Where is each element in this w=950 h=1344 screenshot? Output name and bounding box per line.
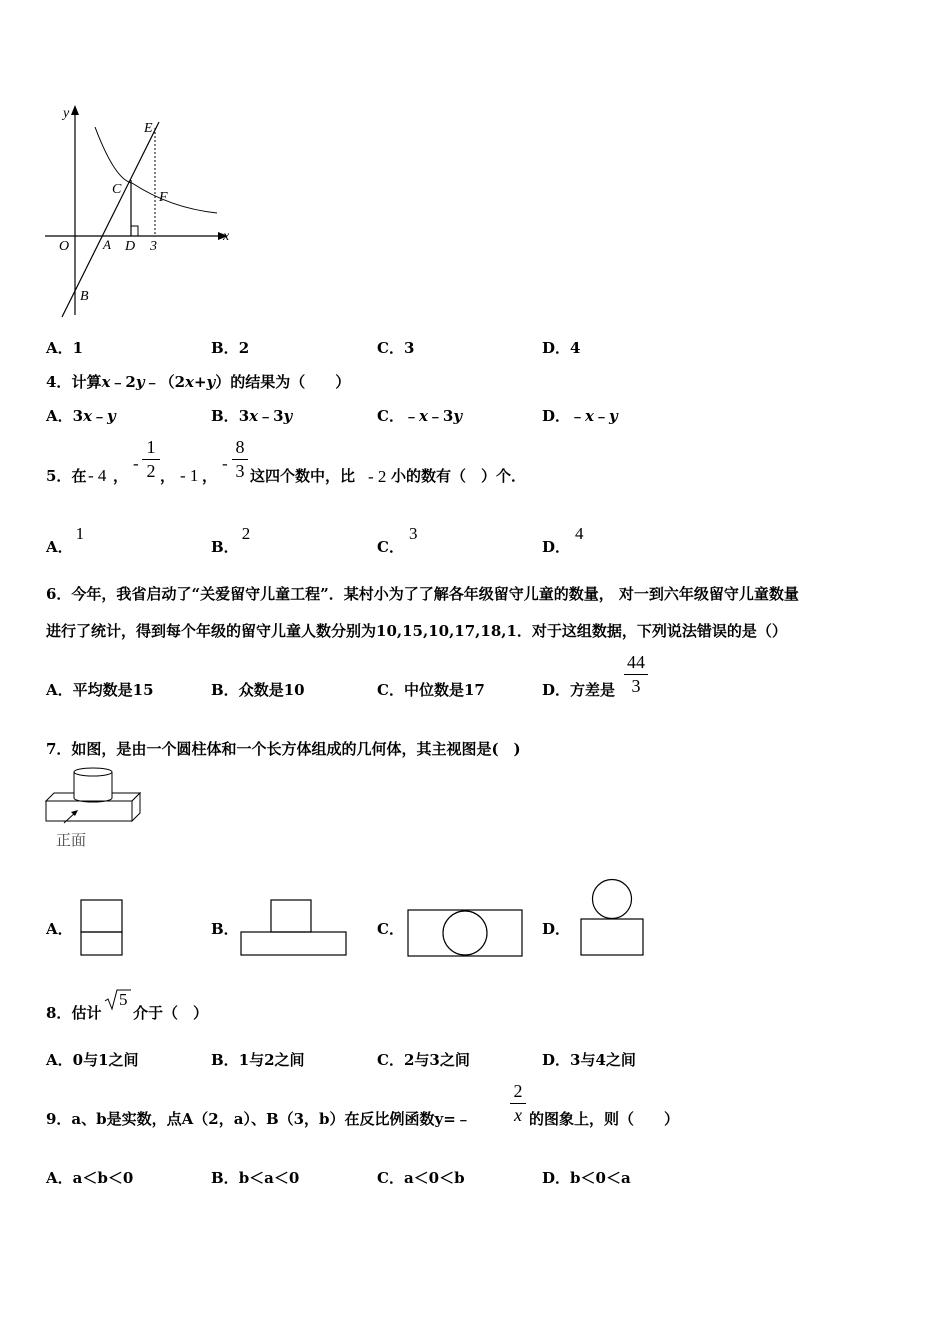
q5-comma2: ， [160,467,176,485]
label-three: 3 [150,239,157,254]
q5-text-mid: 这四个数中，比 [250,467,356,485]
q3-option-c[interactable]: C．3 [377,339,415,357]
q5-neg-two: - 2 [368,467,387,486]
q5-option-d[interactable]: D．4 [542,524,584,556]
q5-option-c[interactable]: C．3 [377,524,418,556]
q5-option-b[interactable]: B．2 [211,524,251,556]
q4-stem: 4．计算x﹣2y﹣（2x+y）的结果为（ ） [46,373,351,391]
q5-fraction-83: 8 3 [232,437,248,482]
q6-option-d[interactable]: D．方差是 [542,681,616,699]
q7-stem: 7．如图，是由一个圆柱体和一个长方体组成的几何体，其主视图是( ) [46,740,521,758]
label-b: B [80,289,89,304]
q5-text-end: 小的数有（ ）个． [391,467,527,485]
q6-stem-line1: 6．今年，我省启动了“关爱留守儿童工程”．某村小为了了解各年级留守儿童的数量， 对一到六年级留守儿童数量 [46,585,799,603]
q3-option-a[interactable]: A．1 [46,339,84,357]
y-axis-arrow [71,105,79,115]
q6-variance-fraction: 44 3 [624,652,648,697]
shape-rect-top [81,900,122,932]
coordinate-graph [40,100,240,320]
q9-option-a[interactable]: A．a＜b＜0 [46,1169,134,1187]
q7-option-d-figure[interactable] [578,878,648,960]
shape-rect-top [271,900,311,932]
label-f: F [159,190,168,205]
q5-comma3: ， [202,467,218,485]
q5-fraction-half: 1 2 [142,437,160,482]
q7-option-a-figure[interactable] [79,898,125,958]
q5-neg-83-sign: - [222,454,228,473]
q5-neg-half-sign: - [133,454,139,473]
q5-comma1: ， [113,467,129,485]
q9-option-c[interactable]: C．a＜0＜b [377,1169,465,1187]
label-y: y [63,106,70,121]
q9-fraction: 2 x [510,1081,526,1126]
q3-option-b[interactable]: B．2 [211,339,250,357]
q7-option-b[interactable]: B． [211,920,239,938]
q9-option-d[interactable]: D．b＜0＜a [542,1169,631,1187]
q4-option-c[interactable]: C．﹣x﹣3y [377,407,463,425]
q6-stem-line2: 进行了统计，得到每个年级的留守儿童人数分别为10,15,10,17,18,1．对于这组数据，下列说法错误的是（） [46,622,787,640]
q6-option-a[interactable]: A．平均数是15 [46,681,154,699]
q4-option-b[interactable]: B．3x﹣3y [211,407,293,425]
q4-option-a[interactable]: A．3x﹣y [46,407,116,425]
q8-radicand: 5 [119,990,128,1009]
shape-circle [443,911,487,955]
cylinder-top [74,768,112,776]
q9-option-b[interactable]: B．b＜a＜0 [211,1169,300,1187]
q7-front-label: 正面 [56,831,87,849]
shape-circle [593,880,632,919]
q3-option-d[interactable]: D．4 [542,339,581,357]
label-c: C [112,182,122,197]
q5-num: 5．在 [46,467,87,485]
q5-neg-four: - 4 [88,466,107,485]
line-be [62,122,159,317]
q4-option-d[interactable]: D．﹣x﹣y [542,407,618,425]
q7-option-c-figure[interactable] [406,908,526,960]
box-front [46,801,132,821]
sqrt-symbol [104,988,132,1012]
q7-option-a[interactable]: A． [46,920,73,938]
q7-option-c[interactable]: C． [377,920,404,938]
q7-solid-figure [44,766,144,824]
shape-rect [408,910,522,956]
q5-neg-one: - 1 [180,466,199,485]
label-x: x [223,229,230,244]
shape-rect-bottom [81,932,122,955]
q6-option-b[interactable]: B．众数是10 [211,681,305,699]
q8-stem-start: 8．估计 [46,1004,102,1022]
q9-stem-start: 9．a、b是实数，点A（2，a）、B（3，b）在反比例函数y=﹣ [46,1110,471,1128]
q9-stem-end: 的图象上，则（ ） [529,1110,680,1128]
q5-option-a[interactable]: A．1 [46,524,85,556]
shape-rect-bottom [241,932,346,955]
right-angle-mark [131,226,138,236]
q8-option-a[interactable]: A．0与1之间 [46,1051,139,1069]
q8-option-c[interactable]: C．2与3之间 [377,1051,470,1069]
q8-stem-end: 介于（ ） [133,1004,209,1022]
q8-option-d[interactable]: D．3与4之间 [542,1051,636,1069]
label-o: O [59,239,70,254]
shape-rect [581,919,643,955]
q7-option-b-figure[interactable] [239,898,349,958]
hyperbola-curve [95,127,217,213]
label-d: D [125,239,136,254]
label-a: A [103,237,111,252]
label-e: E [144,121,153,136]
q6-option-c[interactable]: C．中位数是17 [377,681,485,699]
q7-option-d[interactable]: D． [542,920,571,938]
q8-option-b[interactable]: B．1与2之间 [211,1051,305,1069]
